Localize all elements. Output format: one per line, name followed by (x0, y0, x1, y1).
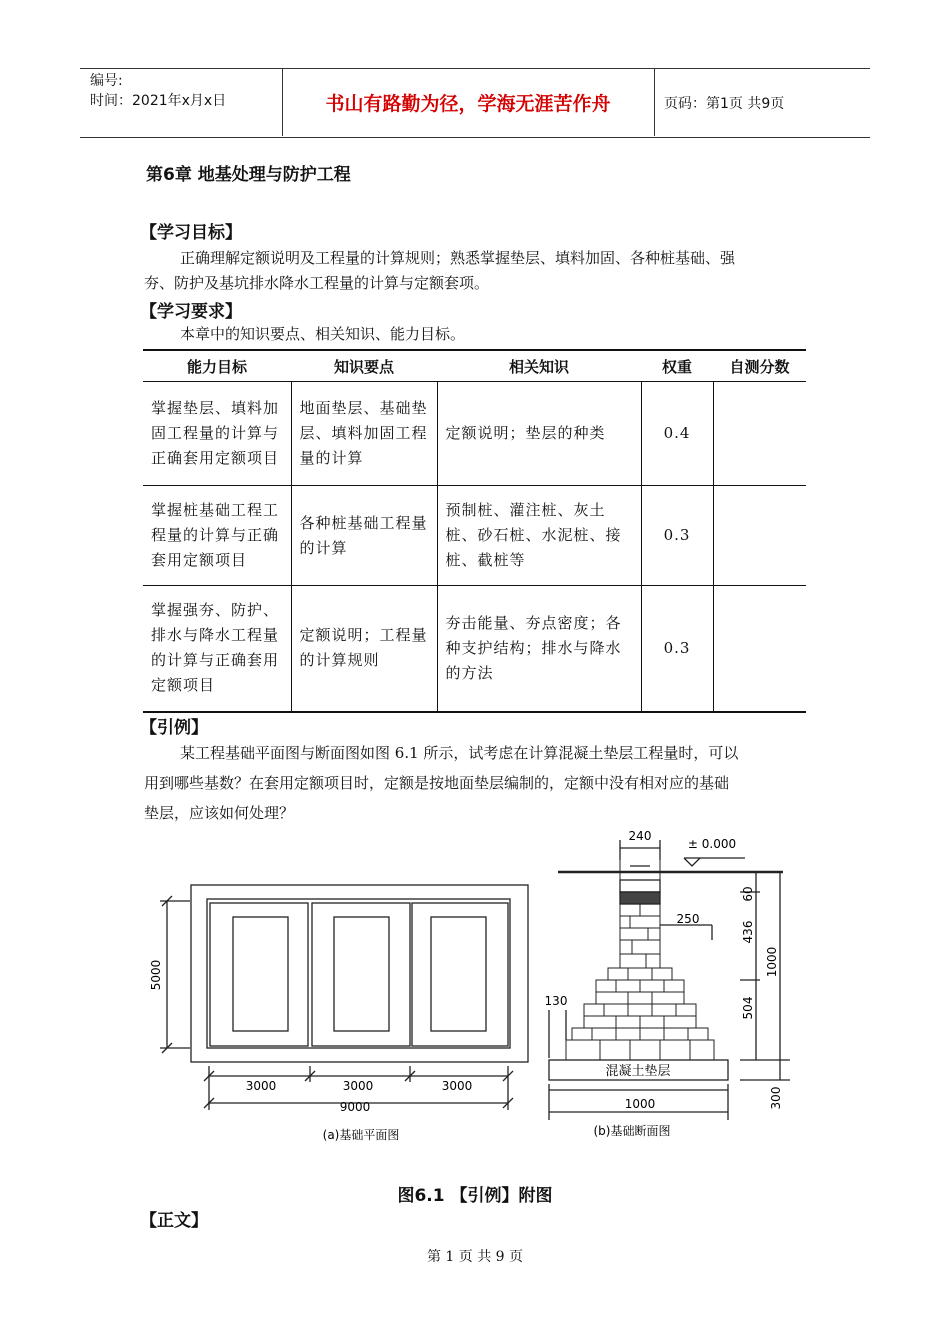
dim-504: 504 (741, 996, 755, 1020)
col-knowledge: 知识要点 (291, 350, 437, 382)
section-caption: (b)基础断面图 (593, 1124, 671, 1138)
date-label: 时间：2021年x月x日 (90, 93, 227, 109)
cell-ability: 掌握桩基础工程工程量的计算与正确套用定额项目 (143, 486, 291, 586)
goal-line-2: 夯、防护及基坑排水降水工程量的计算与定额套项。 (144, 274, 490, 292)
foundation-figure (0, 820, 950, 1170)
wall-width-dim: 240 (628, 829, 652, 843)
plan-caption: (a)基础平面图 (322, 1128, 400, 1142)
col-related: 相关知识 (437, 350, 641, 382)
cell-weight: 0.3 (641, 586, 713, 712)
dim-1000: 1000 (765, 946, 779, 978)
dim-436: 436 (741, 920, 755, 944)
goal-title: 【学习目标】 (140, 223, 242, 243)
req-title: 【学习要求】 (140, 302, 242, 322)
cell-score (713, 486, 806, 586)
step-dim: 250 (676, 912, 700, 926)
col-score: 自测分数 (713, 350, 806, 382)
plan-width-dim-3: 3000 (441, 1079, 473, 1093)
cell-ability: 掌握垫层、填料加固工程量的计算与正确套用定额项目 (143, 382, 291, 486)
table-header-row (143, 350, 806, 382)
cell-ability: 掌握强夯、防护、排水与降水工程量的计算与正确套用定额项目 (143, 586, 291, 712)
plan-height-dim: 5000 (149, 959, 163, 991)
plan-total-dim: 9000 (339, 1100, 371, 1114)
left-step-dim: 130 (544, 994, 568, 1008)
example-line-1: 某工程基础平面图与断面图如图 6.1 所示，试考虑在计算混凝土垫层工程量时，可以 (180, 744, 739, 762)
cell-knowledge: 各种桩基础工程量的计算 (291, 486, 437, 586)
figure-title: 图6.1 【引例】附图 (397, 1186, 553, 1206)
pad-label: 混凝土垫层 (605, 1064, 671, 1079)
req-intro: 本章中的知识要点、相关知识、能力目标。 (180, 325, 466, 343)
col-weight: 权重 (641, 350, 713, 382)
cell-score (713, 586, 806, 712)
table-row (143, 486, 806, 586)
base-width-dim: 1000 (624, 1097, 656, 1111)
cell-weight: 0.4 (641, 382, 713, 486)
page-label: 页码：第1页 共9页 (664, 96, 785, 112)
col-ability: 能力目标 (143, 350, 291, 382)
requirements-table (143, 349, 806, 713)
body-title: 【正文】 (140, 1211, 208, 1231)
chapter-title: 第6章 地基处理与防护工程 (146, 165, 351, 185)
example-line-2: 用到哪些基数？在套用定额项目时，定额是按地面垫层编制的，定额中没有相对应的基础 (144, 774, 730, 792)
dim-300: 300 (769, 1086, 783, 1110)
cell-knowledge: 定额说明；工程量的计算规则 (291, 586, 437, 712)
cell-weight: 0.3 (641, 486, 713, 586)
cell-related: 定额说明；垫层的种类 (437, 382, 641, 486)
plan-width-dim-2: 3000 (342, 1079, 374, 1093)
example-title: 【引例】 (140, 718, 208, 738)
level-mark: ± 0.000 (687, 837, 737, 851)
number-label: 编号: (90, 73, 123, 89)
page-footer: 第 1 页 共 9 页 (426, 1249, 524, 1265)
example-line-3: 垫层，应该如何处理？ (144, 804, 295, 822)
cell-knowledge: 地面垫层、基础垫层、填料加固工程量的计算 (291, 382, 437, 486)
header-motto: 书山有路勤为径，学海无涯苦作舟 (282, 68, 655, 136)
plan-drawing (160, 885, 528, 1110)
dim-60: 60 (741, 886, 755, 902)
cell-score (713, 382, 806, 486)
plan-width-dim-1: 3000 (245, 1079, 277, 1093)
header-meta (80, 68, 283, 136)
table-row (143, 586, 806, 712)
cell-related: 夯击能量、夯点密度；各种支护结构；排水与降水的方法 (437, 586, 641, 712)
table-row (143, 382, 806, 486)
cell-related: 预制桩、灌注桩、灰土桩、砂石桩、水泥桩、接桩、截桩等 (437, 486, 641, 586)
goal-line-1: 正确理解定额说明及工程量的计算规则；熟悉掌握垫层、填料加固、各种桩基础、强 (180, 249, 736, 267)
